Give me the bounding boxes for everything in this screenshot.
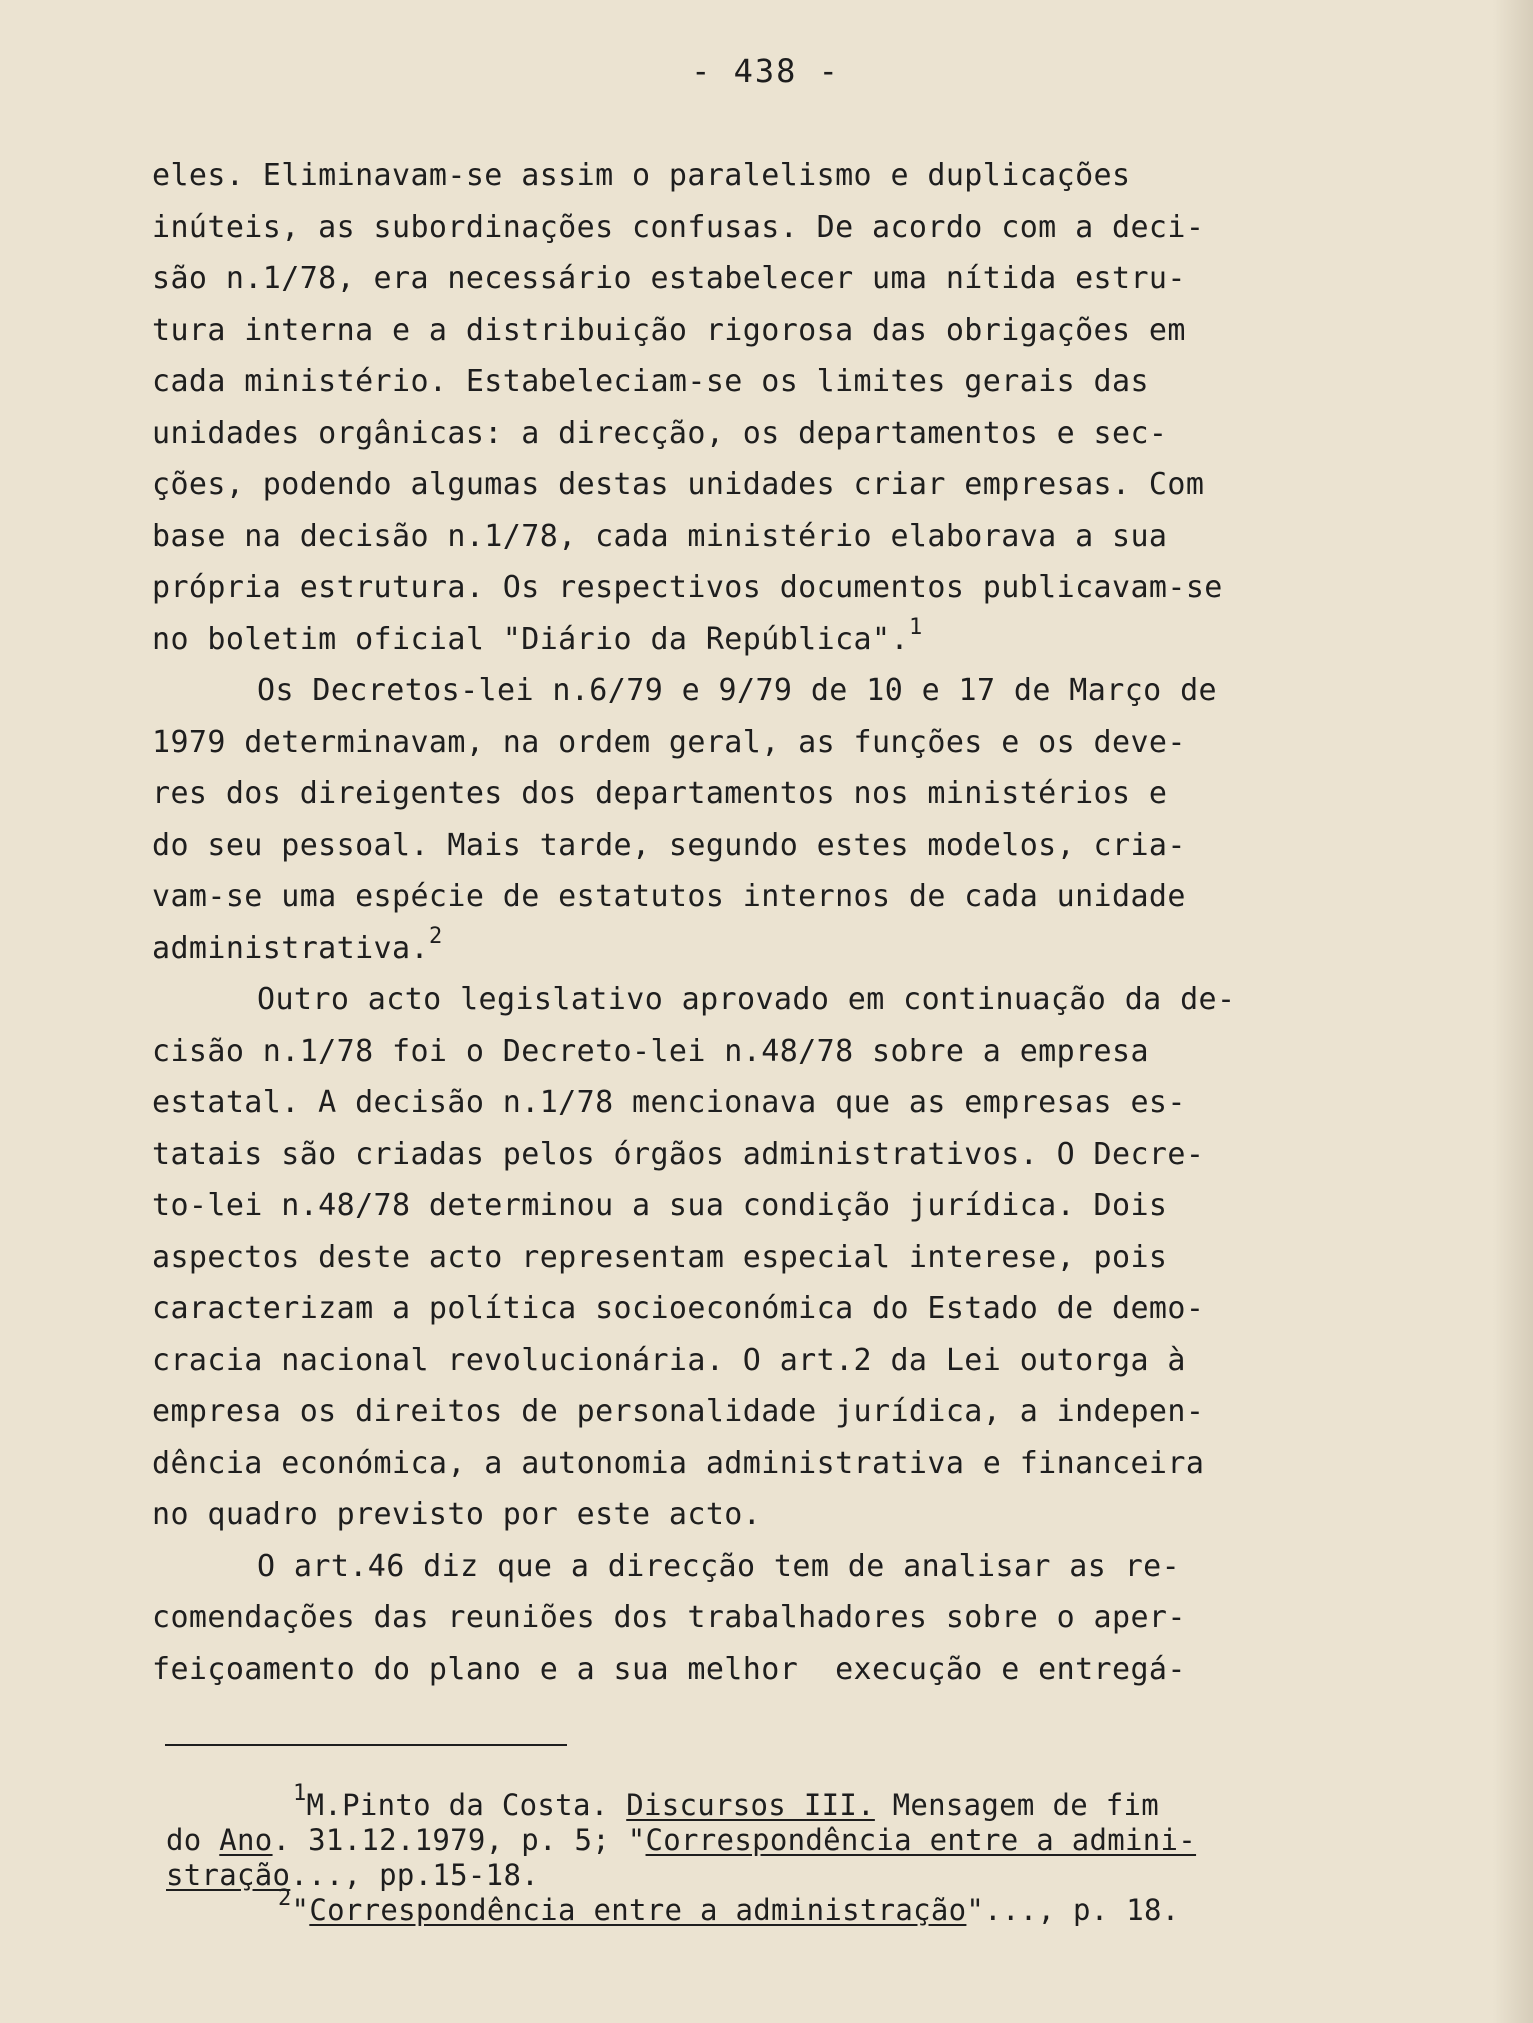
text-line: feiçoamento do plano e a sua melhor execução e entregá- bbox=[152, 1651, 1186, 1687]
footnote-1-title: Correspondência entre a admini- bbox=[645, 1823, 1197, 1857]
text-line: tatais são criadas pelos órgãos administrativos. O Decre- bbox=[152, 1136, 1205, 1172]
text-line: aspectos deste acto representam especial interese, pois bbox=[152, 1239, 1168, 1275]
page-edge-shadow bbox=[1493, 0, 1533, 2023]
text-line: cada ministério. Estabeleciam-se os limites gerais das bbox=[152, 364, 1149, 399]
footnote-1-marker: 1 bbox=[293, 1781, 307, 1807]
text-line: eles. Eliminavam-se assim o paralelismo e duplicações bbox=[152, 158, 1131, 193]
footnote-1-ano: Ano bbox=[219, 1823, 273, 1857]
text-line: cisão n.1/78 foi o Decreto-lei n.48/78 sobre a empresa bbox=[152, 1033, 1149, 1069]
footnote-1-segment: do bbox=[166, 1823, 220, 1857]
footnote-1-rest: Mensagem de fim bbox=[874, 1788, 1160, 1822]
body-text bbox=[152, 150, 1372, 1695]
text-line: são n.1/78, era necessário estabelecer uma nítida estru- bbox=[152, 261, 1186, 296]
footnote-divider bbox=[165, 1744, 567, 1746]
footnote-1-line-2 bbox=[166, 1823, 1366, 1858]
text-line: dência económica, a autonomia administrativa e financeira bbox=[152, 1445, 1205, 1481]
text-line: cracia nacional revolucionária. O art.2 da Lei outorga à bbox=[152, 1342, 1186, 1378]
paragraph-start: Os Decretos-lei n.6/79 e 9/79 de 10 e 17 de Março de bbox=[257, 673, 1217, 708]
text-line: empresa os direitos de personalidade jurídica, a indepen- bbox=[152, 1394, 1205, 1429]
text-line: do seu pessoal. Mais tarde, segundo estes modelos, cria- bbox=[152, 827, 1186, 863]
footnote-1-title-cont: stração bbox=[166, 1858, 291, 1892]
footnote-ref-1: 1 bbox=[908, 614, 923, 640]
footnote-1-segment: . 31.12.1979, p. 5; " bbox=[272, 1823, 646, 1857]
text-line: vam-se uma espécie de estatutos internos de cada unidade bbox=[152, 879, 1186, 914]
footnote-1-author: M.Pinto da Costa. bbox=[306, 1788, 627, 1822]
footnote-2-rest: "..., p. 18. bbox=[966, 1893, 1180, 1927]
footnote-1-pages: ..., pp.15-18. bbox=[290, 1858, 539, 1892]
text-line: res dos direigentes dos departamentos nos ministérios e bbox=[152, 776, 1168, 811]
text-segment: administrativa. bbox=[152, 930, 429, 966]
footnote-2-quote: " bbox=[291, 1893, 310, 1927]
footnote-1-work: Discursos III. bbox=[626, 1788, 875, 1822]
text-line: caracterizam a política socioeconómica do Estado de demo- bbox=[152, 1291, 1205, 1326]
text-line-with-footnote bbox=[152, 923, 1372, 975]
text-line: comendações das reuniões dos trabalhadores sobre o aper- bbox=[152, 1600, 1186, 1635]
text-line: no quadro previsto por este acto. bbox=[152, 1497, 762, 1532]
paragraph-start: O art.46 diz que a direcção tem de analisar as re- bbox=[257, 1548, 1181, 1584]
text-line: própria estrutura. Os respectivos documentos publicavam-se bbox=[152, 570, 1223, 605]
page-number: - 438 - bbox=[691, 52, 840, 90]
text-line: tura interna e a distribuição rigorosa das obrigações em bbox=[152, 312, 1186, 348]
text-line: 1979 determinavam, na ordem geral, as funções e os deve- bbox=[152, 724, 1186, 760]
footnote-1-line-1 bbox=[166, 1781, 1366, 1823]
footnote-1-line-3 bbox=[166, 1858, 1366, 1893]
footnotes bbox=[166, 1781, 1366, 1928]
text-line: unidades orgânicas: a direcção, os departamentos e sec- bbox=[152, 415, 1168, 451]
text-line: base na decisão n.1/78, cada ministério elaborava a sua bbox=[152, 518, 1168, 554]
footnote-2 bbox=[166, 1886, 1366, 1928]
text-line: estatal. A decisão n.1/78 mencionava que as empresas es- bbox=[152, 1085, 1186, 1120]
text-segment: no boletim oficial "Diário da República". bbox=[152, 621, 909, 657]
text-line: inúteis, as subordinações confusas. De acordo com a deci- bbox=[152, 209, 1205, 245]
footnote-ref-2: 2 bbox=[428, 923, 443, 949]
paragraph-start: Outro acto legislativo aprovado em continuação da de- bbox=[257, 982, 1236, 1017]
footnote-2-marker: 2 bbox=[278, 1886, 292, 1912]
text-line-with-footnote bbox=[152, 614, 1372, 666]
text-line: to-lei n.48/78 determinou a sua condição jurídica. Dois bbox=[152, 1188, 1168, 1223]
footnote-2-title: Correspondência entre a administração bbox=[309, 1893, 967, 1927]
text-line: ções, podendo algumas destas unidades criar empresas. Com bbox=[152, 467, 1205, 502]
